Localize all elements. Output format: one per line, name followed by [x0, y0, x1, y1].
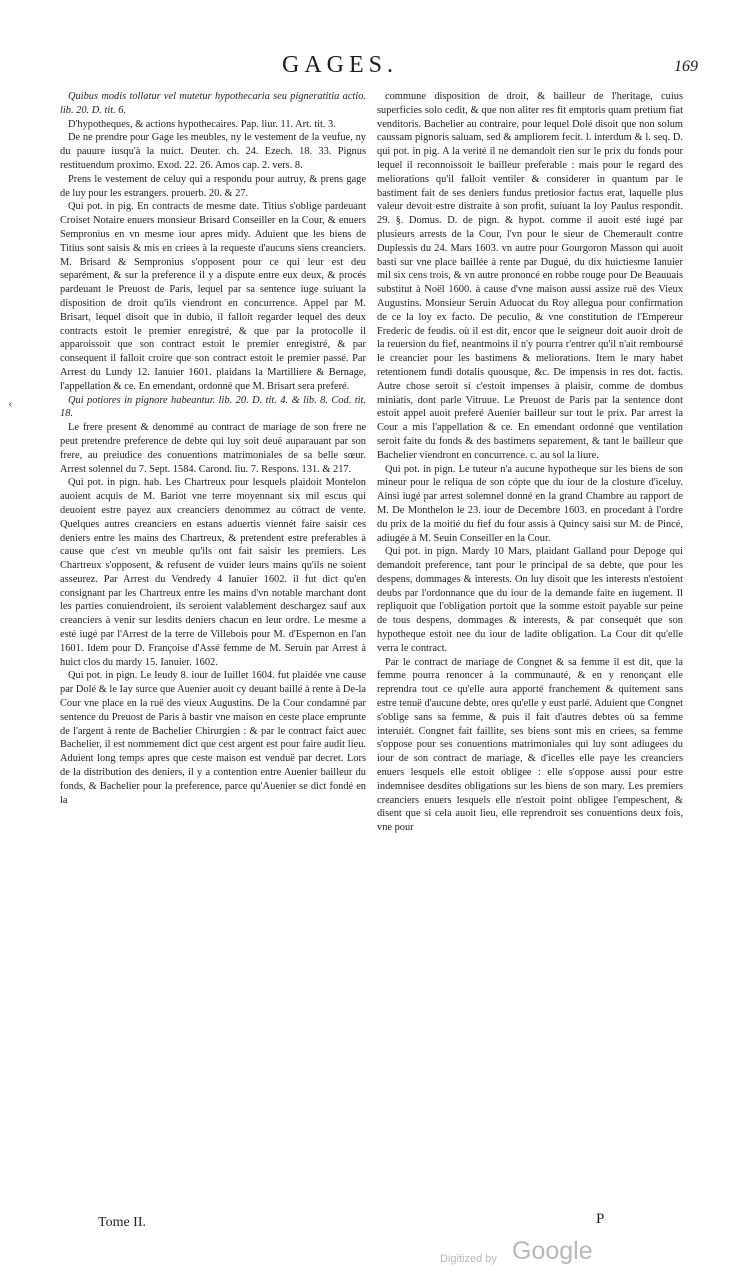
page-number: 169 [674, 58, 698, 75]
right-entry-2: Qui pot. in pign. Mardy 10 Mars, plaidant Galland pour Depoge qui demandoit preference, tant pour le principal de sa debte, que pour les despens, dommages & interests. On luy disoit que les interests n'estoient deubs par l'ordonnance que du iour de la demande faite en iugement. Il repliquoit que l'obligation portoit que la somme estoit payable sur peine de tous despens, dommages & interests, & par consequét que son hypotheque estoit nee du iour de ladite obligation. La Cour dit qu'elle verra le contract. [377, 546, 683, 654]
left-entry-2: De ne prendre pour Gage les meubles, ny le vestement de la veufue, ny du pauure iusqu'à la nuict. Deuter. ch. 24. Ezech. 18. 33. Pignus restituendum proximo. Exod. 22. 26. Amos cap. 2. vers. 8. [60, 132, 366, 171]
right-column [377, 90, 683, 835]
left-entry-0: Quibus modis tollatur vel mutetur hypothecaria seu pigneratitia actio. lib. 20. D. tit. 6. [60, 91, 366, 116]
left-entry-7: Qui pot. in pign. hab. Les Chartreux pour lesquels plaidoit Montelon auoient acquis de M. Bariot vne terre moyennant six mil escus qui deuoient estre payez aux creanciers denommez au cótract de vente. Quelques autres creanciers en estans aduertis viennét faire saisir ces deniers entre les mains des Chartreux, & pretendent estre preferables à cause que c'est vn meuble qu'ils ont fait saisir les premiers. Les Chartreux s'opposent, & refusent de vuider leurs mains qu'ils ne soient asseurez. Par Arrest du Vendredy 4 Ianuier 1602. il fut dict qu'en consignant par les Chartreux entre les mains d'vn notable marchant dont les parties conuiendroient, ils seroient valablement deschargez sauf aux creanciers à venir sur lesdits deniers chacun en leur ordre. Le mesme a esté iugé par l'Arrest de la terre de Villebois pour M. d'Espernon en l'an 1601. Idem pour D. Françoise d'Assé femme de M. Seruin par Arrest à huict clos du mardy 15. Ianuier. 1602. [60, 477, 366, 668]
right-entry-3: Par le contract de mariage de Congnet & sa femme il est dit, que la femme pourra renoncer à la communauté, & en y renonçant elle reprendra tout ce qu'elle aura apporté franchement & quitement sans estre tenuë d'aucune debte, ores qu'elle y eust parlé. Aduient que Congnet s'oblige sans sa femme, & puis il fait d'autres debtes où sa femme interuiét. Congnet fait faillite, ses biens sont mis en criees, sa femme s'oppose pour ses conuentions matrimoniales qui luy sont adiugees du iour de son contract de mariage, & d'icelles elle paye les creanciers enuers lesquels elle estoit obligee : elle s'oppose aussi pour estre indemnisee desdites obligations sur les biens de son mary. Les premiers creanciers enuers lesquels elle n'estoit point obligee l'empeschent, & disent que si cela auoit lieu, elle reprendroit ses conuentions deux fois, vne pour [377, 656, 683, 834]
left-entry-6: Le frere present & denommé au contract de mariage de son frere ne peut pretendre preference de debte qui luy soit deuë auparauant par son frere, au preiudice des conuentions matrimoniales de sa belle sœur. Arrest solennel du 7. Sept. 1584. Carond. liu. 7. Respons. 131. & 217. [60, 422, 366, 475]
left-entry-8: Qui pot. in pign. Le Ieudy 8. iour de Iuillet 1604. fut plaidée vne cause par Dolé & le Iay surce que Auenier auoit cy deuant baillé à rente à De-la Cour vne place en la ruë des vieux Augustins. De la Cour condamné par sentence du Preuost de Paris à bastir vne maison en ceste place emprunte de l'argent à rente de Bachelier Chirurgien : & par le contract faict auec Bachelier, il est nommement dict que cest argent est pour faire audit lieu. Aduient long temps apres que ceste maison est venduë par decret. Lors de la distribution des deniers, il y a contention entre Auenier bailleur du fonds, & Bachelier pour la preference, parce qu'Auenier se dict fondé en la [60, 670, 366, 806]
page-header [0, 52, 749, 82]
left-entry-4: Qui pot. in pig. En contracts de mesme date. Titius s'oblige pardeuant Croiset Notaire enuers monsieur Brisard Conseiller en la Cour, & enuers Sempronius en vn mesme iour apres midy. Aduient que les biens de Titius sont saisis & mis en criees à la requeste d'aucuns siens creanciers. M. Brisard & Sempronius s'opposent pour ce qui leur est deu separément, & sur la preference il y a dispute entre eux deux, & procés pardeuant le Preuost de Paris, lequel par sa sentence iuge suiuant la disposition de droit qu'ils viendront en concurrence. Appel par M. Brisart, lequel disoit que in dubio, il falloit regarder lequel des deux contracts estoit le premier enregistré, & que par la protocolle il apparoissoit que son contract estoit le premier enregistré, & par consequent il falloit croire que son contract estoit le premier passé. Par Arrest du Lundy 12. Ianuier 1601. plaidans la Martilliere & Bernage, l'appellation & ce. En emendant, ordonné que M. Brisart sera preferé. [60, 201, 366, 392]
google-logo: Google [512, 1237, 593, 1265]
left-entry-3: Prens le vestement de celuy qui a respondu pour autruy, & prens gage de luy pour les estrangers. prouerb. 20. & 27. [60, 173, 366, 199]
left-column [60, 90, 366, 807]
left-entry-1: D'hypotheques, & actions hypothecaires. Pap. liur. 11. Art. tit. 3. [68, 118, 336, 130]
page-title: GAGES. [282, 52, 399, 78]
volume-label: Tome II. [98, 1215, 147, 1230]
signature-mark: P [596, 1211, 605, 1227]
margin-mark: ‹ [8, 397, 13, 411]
right-entry-0: commune disposition de droit, & bailleur de l'heritage, cuius superficies solo cedit, & que non aliter res fit emptoris quam pretium fiat venditoris. Bachelier au contraire, pour lequel Dolé disoit que non solum caussam pignoris saluam, sed & ampliorem fecit. l. interdum & l. seq. D. qui pot. in pig. A la verité il ne demandoit rien sur le prix du fonds pour lequel il reconnoissoit le bailleur preferable : mais pour le regard des meliorations qu'il falloit ventiler & considerer in quantum par le bastiment fait de ses deniers fundus pretiosior factus erat, laquelle plus valeur devoit estre distraite à son profit, suiuant la loy Paulus respondit. 29. §. Domus. D. de pign. & hypot. comme il auoit esté iugé par plusieurs arrests de la Cour, l'vn pour le sieur de Chemerault contre Duplessis du 24. Mars 1603. vn autre pour Gourgoron Masson qui auoit basti sur vne place baillée à rente par Dugué, du dix huictiesme Ianuier mil six cens trois, & vn autre prononcé en robbe rouge pour De Beauuais substitut à Noël 1600. à cause d'vne maison aussi assize ruë des Vieux Augustins. Monsieur Seruin Aduocat du Roy allegua pour confirmation de ce la loy ex facto. De peculio, & vne constitution de l'Empereur Frederic de feudis. où il est dit, encor que le seigneur doit auoir droit de la reuersion du fief, neantmoins il n'y pourra r'entrer qu'il n'ait remboursé le creancier pour les bastimens & meliorations. Item le mary habet retentionem fundi dotalis quousque, &c. De impensis in res dot. factis. Autre chose seroit si c'estoit impenses à plaisir, comme de dombus miniatis, dont parle Vitruue. Le Preuost de Paris par la sentence dont estoit appel auoit preferé Auenier bailleur sur tout le prix. Par arrest la Cour a mis l'appellation & ce. En emendant ordonné que ventilation seroit faite du fonds & des bastimens separement, & tant le bailleur que Bachelier viendront en concurrence. c. au sol la liure. [377, 91, 683, 461]
watermark-prefix: Digitized by [440, 1253, 497, 1265]
left-entry-5: Qui potiores in pignore habeantur. lib. 20. D. tit. 4. & lib. 8. Cod. tit. 18. [60, 394, 366, 420]
right-entry-1: Qui pot. in pign. Le tuteur n'a aucune hypotheque sur les biens de son mineur pour le reliqua de son cópte que du iour de la closture d'iceluy. Ainsi iugé par arrest solemnel donné en la grand Chambre au rapport de M. De Monthelon le 23. iour de Decembre 1603. en procedant à l'ordre du prix de la moitié du fief du four assis à Quincy saisi sur M. de Pincé, adiugée à M. Seuin Conseiller en la Cour. [377, 463, 683, 544]
digitized-watermark [440, 1235, 610, 1271]
